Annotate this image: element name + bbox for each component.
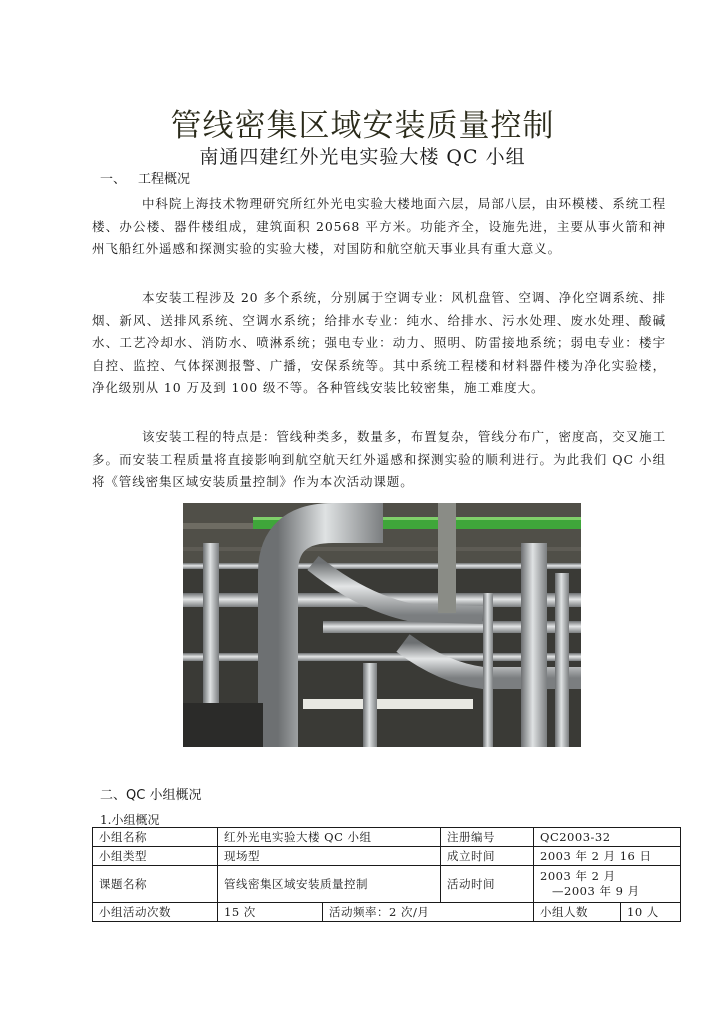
table-cell: 管线密集区域安装质量控制 bbox=[218, 866, 441, 903]
qc-group-table bbox=[92, 827, 681, 922]
table-cell: 活动频率：2 次/月 bbox=[323, 903, 534, 922]
section-1-heading bbox=[100, 168, 190, 187]
table-cell bbox=[534, 866, 681, 903]
page-subtitle: 南通四建红外光电实验大楼 QC 小组 bbox=[199, 146, 526, 168]
table-cell: 成立时间 bbox=[441, 847, 534, 866]
table-cell: 10 人 bbox=[621, 903, 681, 922]
table-cell: 15 次 bbox=[218, 903, 323, 922]
table-cell: 课题名称 bbox=[93, 866, 218, 903]
table-row bbox=[93, 866, 681, 903]
section-1-title: 工程概况 bbox=[138, 172, 191, 187]
paragraph-3: 该安装工程的特点是：管线种类多，数量多，布置复杂，管线分布广，密度高，交叉施工多。而安装工程质量将直接影响到航空航天红外遥感和探测实验的顺利进行。为此我们 QC 小组将《管线密集区域安装质量控制》作为本次活动课题。 bbox=[92, 429, 666, 490]
section-1-number: 一、 bbox=[100, 172, 127, 187]
table-cell: 现场型 bbox=[218, 847, 441, 866]
table-row bbox=[93, 828, 681, 847]
activity-time-end: —2003 年 9 月 bbox=[552, 884, 640, 898]
table-cell: QC2003-32 bbox=[534, 828, 681, 847]
section-2-heading: 二、QC 小组概况 bbox=[100, 788, 202, 803]
pipes-photo-icon bbox=[183, 503, 581, 747]
pipes-photo bbox=[183, 503, 581, 747]
paragraph-2: 本安装工程涉及 20 多个系统，分别属于空调专业：风机盘管、空调、净化空调系统、排烟、新风、送排风系统、空调水系统；给排水专业：纯水、给排水、污水处理、废水处理、酸碱水、工艺冷却水、消防水、喷淋系统；强电专业：动力、照明、防雷接地系统；弱电专业：楼宇自控、监控、气体探测报警、广播，安保系统等。其中系统工程楼和材料器件楼为净化实验楼，净化级别从 10 万及到 100 级不等。各种管线安装比较密集，施工难度大。 bbox=[92, 290, 666, 396]
table-cell: 小组人数 bbox=[534, 903, 621, 922]
table-cell: 2003 年 2 月 16 日 bbox=[534, 847, 681, 866]
table-cell: 活动时间 bbox=[441, 866, 534, 903]
table-cell: 小组类型 bbox=[93, 847, 218, 866]
page-title: 管线密集区域安装质量控制 bbox=[170, 108, 555, 144]
table-cell: 红外光电实验大楼 QC 小组 bbox=[218, 828, 441, 847]
table-row bbox=[93, 847, 681, 866]
section-2-sub-label: 1.小组概况 bbox=[100, 813, 160, 827]
table-cell: 小组活动次数 bbox=[93, 903, 218, 922]
table-cell: 注册编号 bbox=[441, 828, 534, 847]
paragraph-1: 中科院上海技术物理研究所红外光电实验大楼地面六层，局部八层，由环模楼、系统工程楼、办公楼、器件楼组成，建筑面积 20568 平方米。功能齐全，设施先进，主要从事火箭和神州飞船红外遥感和探测实验的实验大楼，对国防和航空航天事业具有重大意义。 bbox=[92, 196, 666, 257]
table-row bbox=[93, 903, 681, 922]
table-cell: 小组名称 bbox=[93, 828, 218, 847]
activity-time-start: 2003 年 2 月 bbox=[540, 869, 616, 883]
